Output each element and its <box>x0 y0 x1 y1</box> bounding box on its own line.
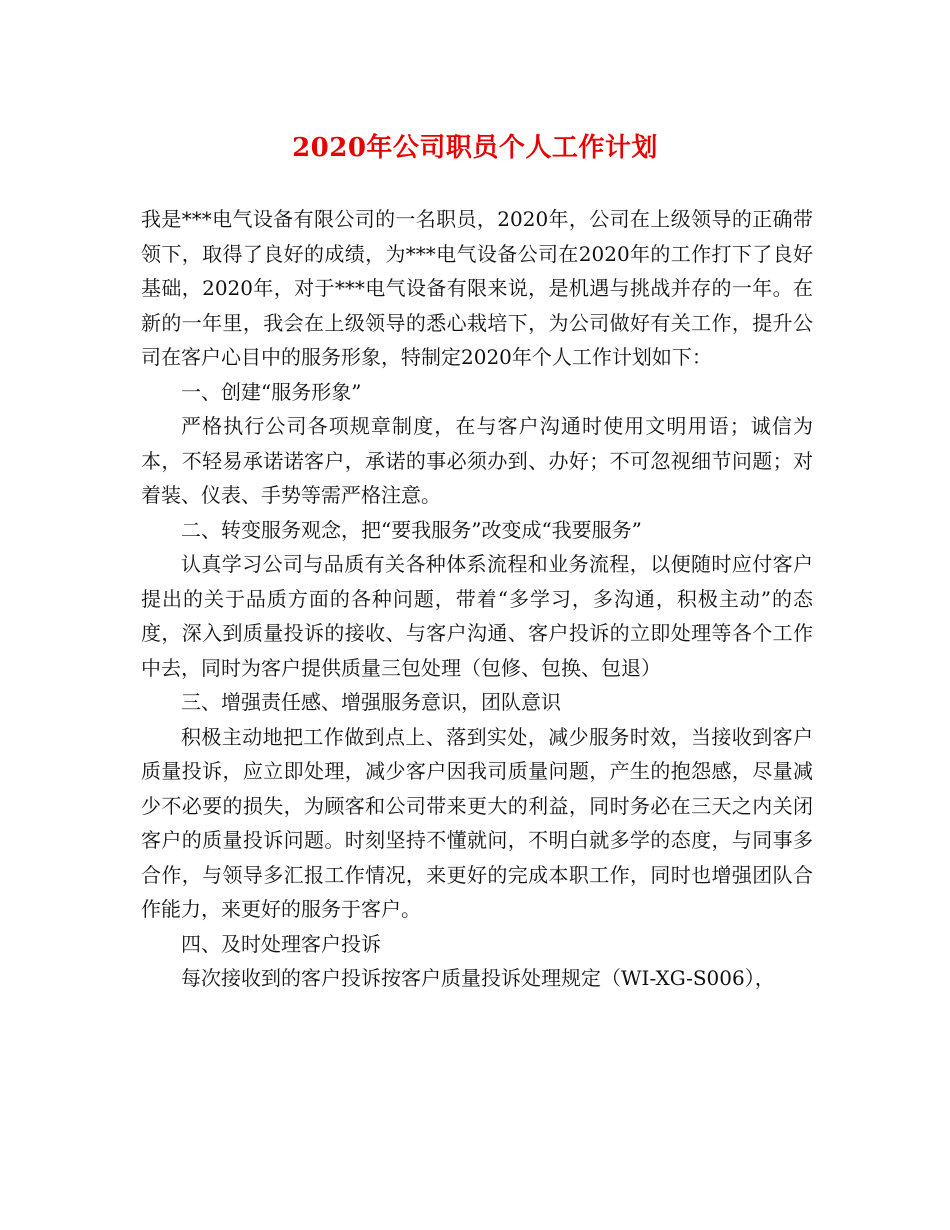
intro-paragraph: 我是***电气设备有限公司的一名职员，2020年，公司在上级领导的正确带领下，取得了良好的成绩，为***电气设备公司在2020年的工作打下了良好基础，2020年，对于***电气设备有限来说，是机遇与挑战并存的一年。在新的一年里，我会在上级领导的悉心栽培下，为公司做好有关工作，提升公司在客户心目中的服务形象，特制定2020年个人工作计划如下： <box>141 207 813 369</box>
section-body-4: 每次接收到的客户投诉按客户质量投诉处理规定（WI-XG-S006）， <box>181 966 775 990</box>
section-body-1: 严格执行公司各项规章制度，在与客户沟通时使用文明用语；诚信为本，不轻易承诺诺客户，承诺的事必须办到、办好；不可忽视细节问题；对着装、仪表、手势等需严格注意。 <box>141 414 813 507</box>
section-body-3: 积极主动地把工作做到点上、落到实处，减少服务时效，当接收到客户质量投诉，应立即处理，减少客户因我司质量问题，产生的抱怨感，尽量减少不必要的损失，为顾客和公司带来更大的利益，同时务必在三天之内关闭客户的质量投诉问题。时刻坚持不懂就问，不明白就多学的态度，与同事多合作，与领导多汇报工作情况，来更好的完成本职工作，同时也增强团队合作能力，来更好的服务于客户。 <box>141 724 813 921</box>
section-heading-4: 四、及时处理客户投诉 <box>181 931 381 956</box>
section-heading-1: 一、创建“服务形象” <box>181 379 362 404</box>
document-body <box>141 202 813 996</box>
section-heading-2: 二、转变服务观念，把“要我服务”改变成“我要服务” <box>181 517 642 542</box>
section-body-2: 认真学习公司与品质有关各种体系流程和业务流程，以便随时应付客户提出的关于品质方面的各种问题，带着“多学习，多沟通，积极主动”的态度，深入到质量投诉的接收、与客户沟通、客户投诉的立即处理等各个工作中去，同时为客户提供质量三包处理（包修、包换、包退） <box>141 552 813 680</box>
document-title: 2020年公司职员个人工作计划 <box>292 133 658 163</box>
section-heading-3: 三、增强责任感、增强服务意识，团队意识 <box>181 690 561 714</box>
